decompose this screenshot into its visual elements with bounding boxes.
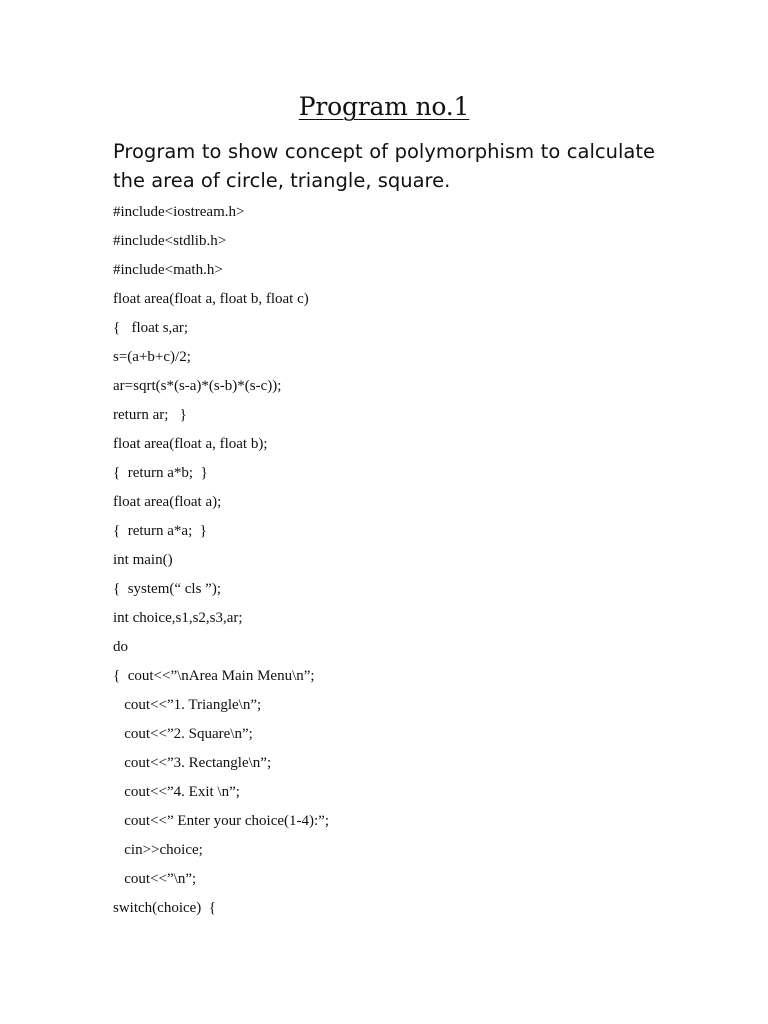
code-line: cout<<”1. Triangle\n”; bbox=[113, 697, 262, 713]
code-line: cout<<”2. Square\n”; bbox=[113, 726, 253, 742]
code-line: cout<<”\n”; bbox=[113, 871, 197, 887]
code-line: float area(float a, float b); bbox=[113, 436, 268, 452]
code-line: { system(“ cls ”); bbox=[113, 581, 222, 597]
code-line: return ar; } bbox=[113, 407, 187, 423]
code-line: float area(float a, float b, float c) bbox=[113, 291, 309, 307]
code-line: cin>>choice; bbox=[113, 842, 203, 858]
code-line: s=(a+b+c)/2; bbox=[113, 349, 191, 365]
code-line: { return a*b; } bbox=[113, 465, 208, 481]
code-line: do bbox=[113, 639, 128, 655]
code-listing bbox=[113, 200, 713, 925]
code-line: int choice,s1,s2,s3,ar; bbox=[113, 610, 243, 626]
code-line: cout<<” Enter your choice(1-4):”; bbox=[113, 813, 329, 829]
code-line: { float s,ar; bbox=[113, 320, 189, 336]
code-line: cout<<”3. Rectangle\n”; bbox=[113, 755, 272, 771]
code-line: { cout<<”\nArea Main Menu\n”; bbox=[113, 668, 315, 684]
code-line: #include<stdlib.h> bbox=[113, 233, 227, 249]
code-line: int main() bbox=[113, 552, 173, 568]
code-line: #include<math.h> bbox=[113, 262, 223, 278]
code-line: cout<<”4. Exit \n”; bbox=[113, 784, 240, 800]
code-line: float area(float a); bbox=[113, 494, 222, 510]
code-line: ar=sqrt(s*(s-a)*(s-b)*(s-c)); bbox=[113, 378, 282, 394]
code-line: { return a*a; } bbox=[113, 523, 207, 539]
code-line: switch(choice) { bbox=[113, 900, 216, 916]
program-description: Program to show concept of polymorphism to calculate the area of circle, triangle, square. bbox=[113, 140, 655, 192]
page-title: Program no.1 bbox=[298, 92, 470, 121]
code-line: #include<iostream.h> bbox=[113, 204, 245, 220]
